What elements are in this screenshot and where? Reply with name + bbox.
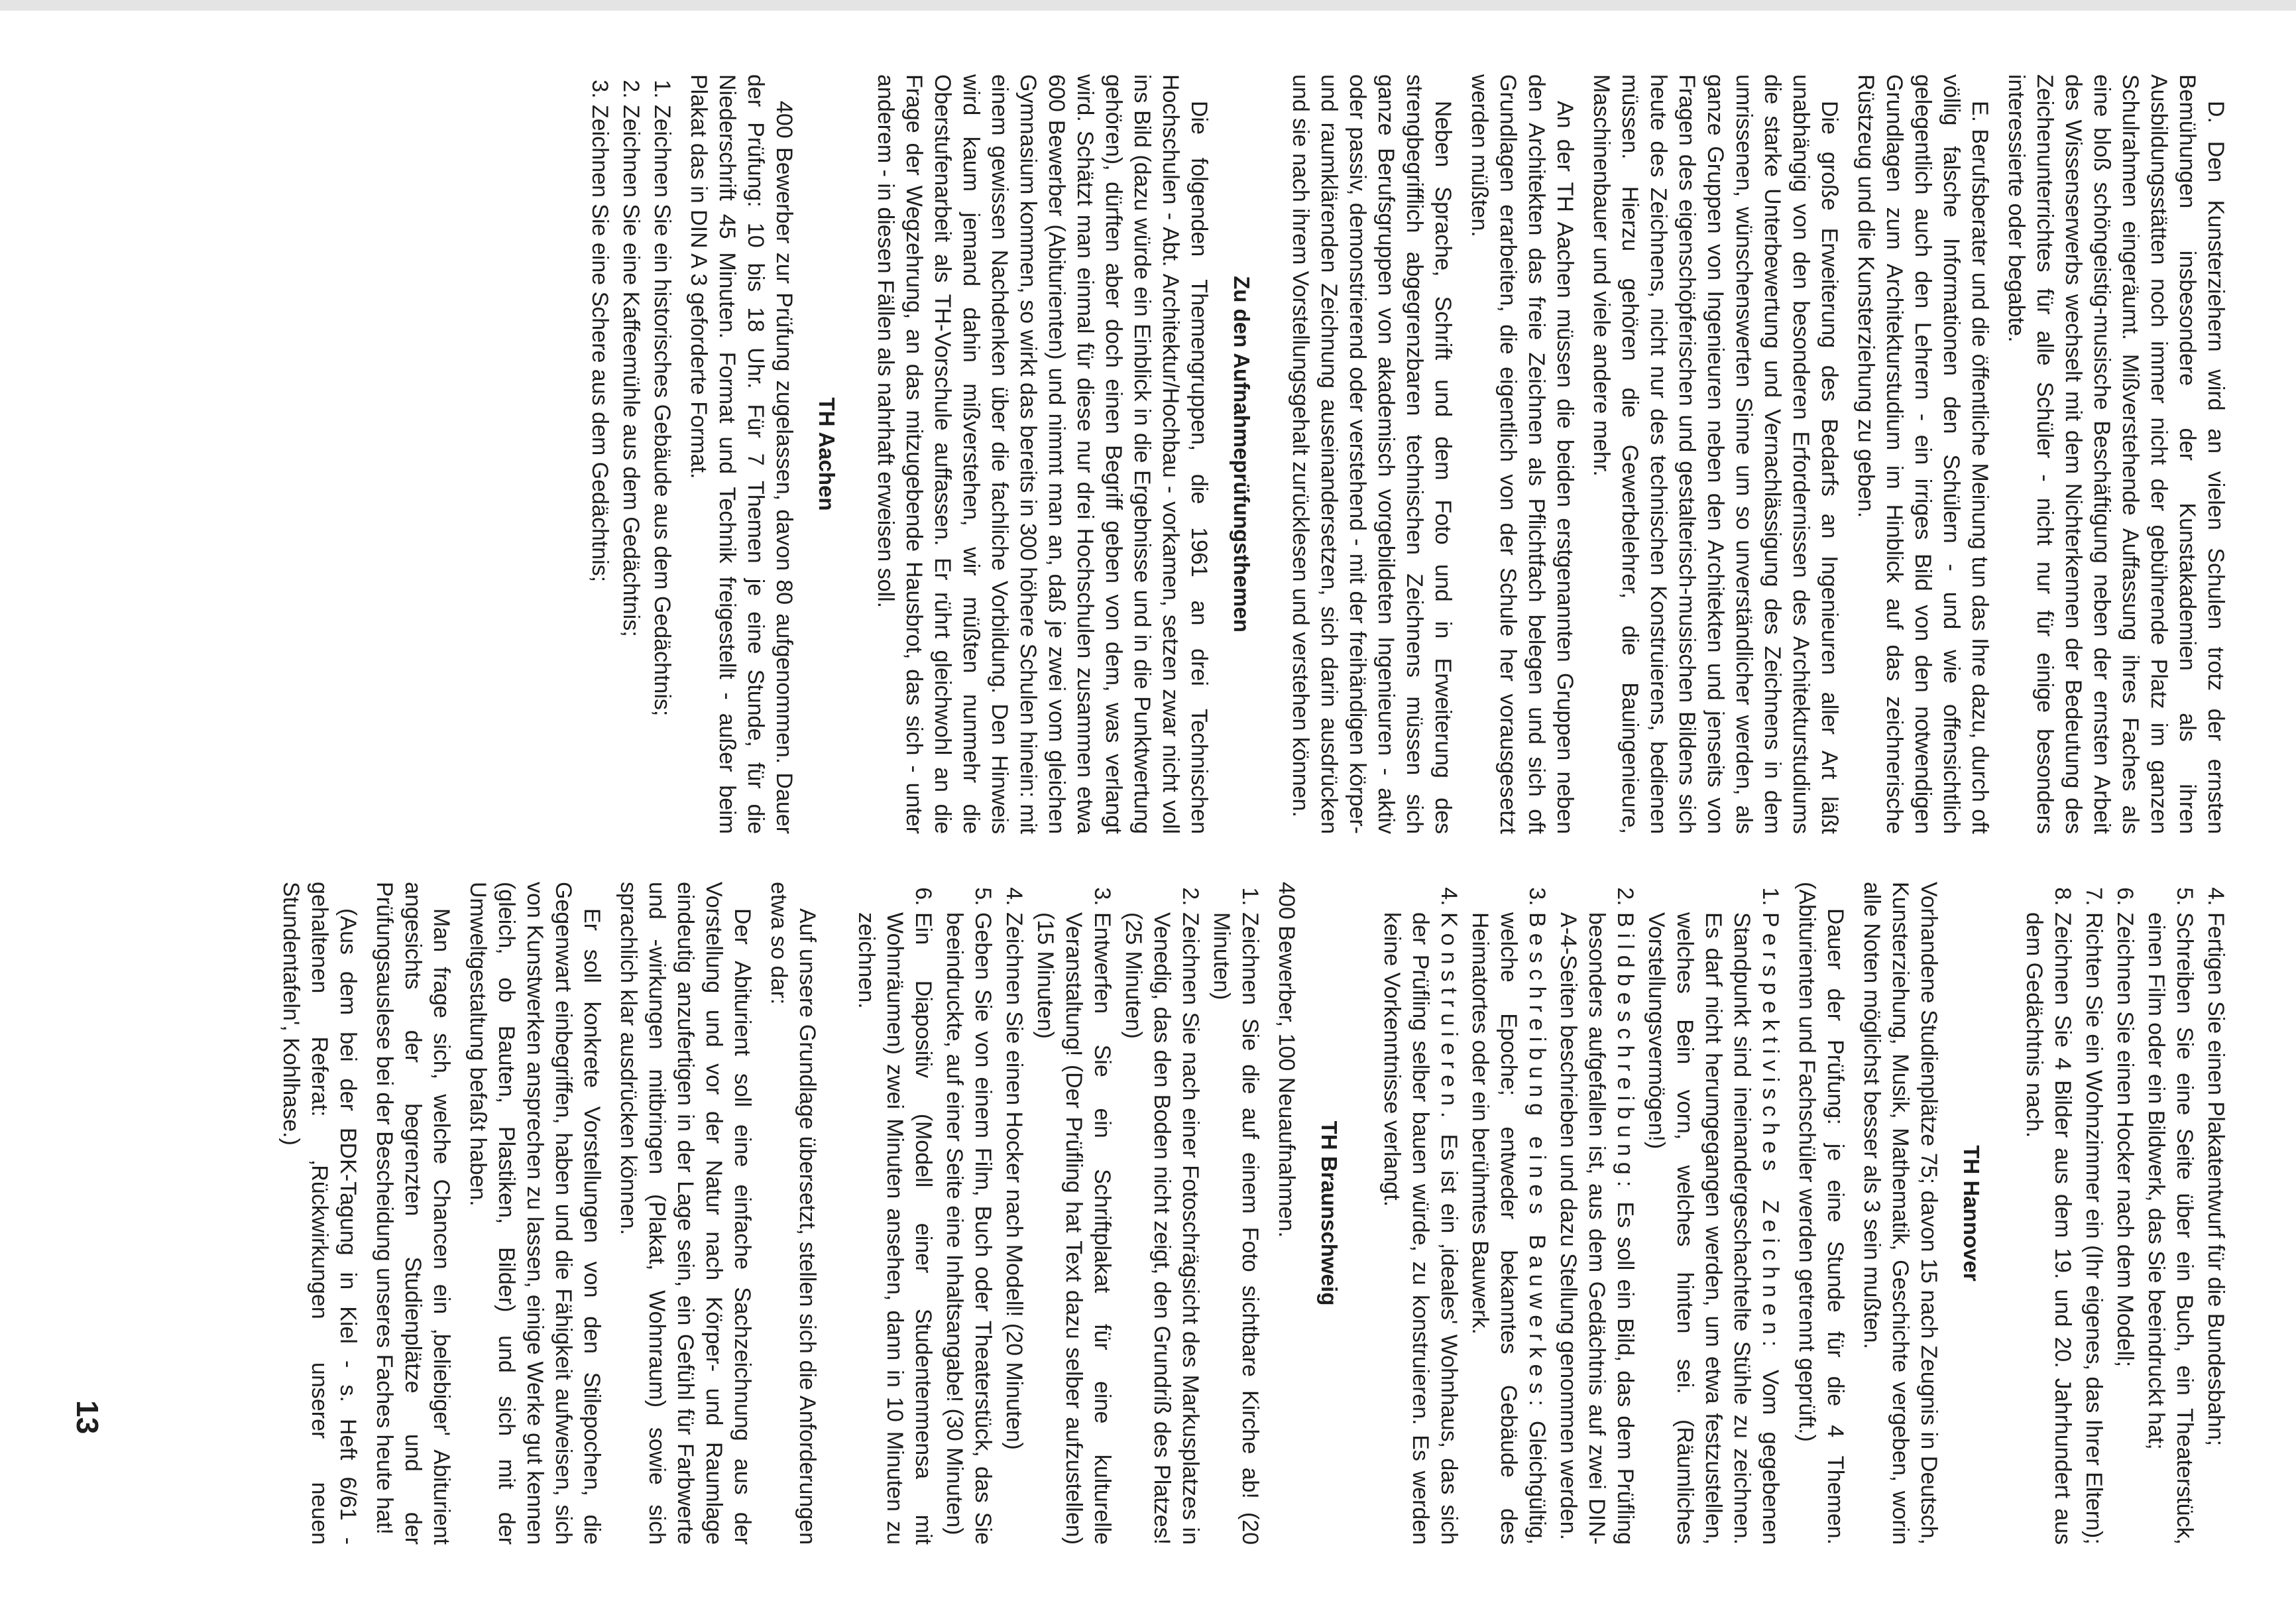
item-text: Es soll ein Bild, das dem Prüfling besonders aufgefallen ist, aus dem Gedächtnis auf zwei DIN-A-4-Seiten beschrieben und dazu Stellung genommen werden. [1556, 912, 1638, 1545]
heading-th-aachen: TH Aachen [815, 397, 839, 511]
paragraph-sprache-schrift: Neben Sprache, Schrift und dem Foto und in Erweiterung des strengbegrifflich abgegrenzbaren technischen Zeichnens müssen sich ganze Berufsgruppen von akademisch vorgebildeten Ingenieuren - aktiv oder passiv, demonstrierend oder verstehend - mit der freihändigen körper- und raumklärenden Zeichnung auseinandersetzen, sich darin ausdrücken und sie nach ihrem Vorstellungsgehalt zurücklesen und verstehen können. [1288, 74, 1456, 834]
item-head: Beschreibung eines Bauwerkes: [1524, 912, 1550, 1412]
list-item: 4. Zeichnen Sie einen Hocker nach Modell! (20 Minuten) [1000, 912, 1028, 1545]
paragraph-grundlage: Auf unsere Grundlage übersetzt, stellen sich die Anforderungen etwa so dar: [766, 882, 820, 1545]
left-column [126, 74, 2230, 834]
item-head: Konstruieren. [1436, 912, 1462, 1124]
paragraph-hannover-dauer: Dauer der Prüfung: je eine Stunde für die 4 Themen. (Abiturienten und Fachschüler werden getrennt geprüft.) [1794, 882, 1848, 1545]
paragraph-quelle: (Aus dem bei der BDK-Tagung in Kiel - s. Heft 6/61 - gehaltenen Referat: ‚Rückwirkungen unserer neuen Stundentafeln', Kohlhase.) [278, 882, 361, 1545]
heading-th-hannover: TH Hannover [1959, 1145, 1984, 1282]
item-head: Bildbeschreibung: [1613, 912, 1638, 1193]
list-item: 2. Zeichnen Sie eine Kaffeemühle aus dem Gedächtnis; [616, 105, 645, 834]
left-column-flow [126, 74, 2230, 834]
list-item: 3. Zeichnen Sie eine Schere aus dem Gedächtnis; [585, 105, 614, 834]
item-text: Es ist ein ‚ideales' Wohnhaus, das sich der Prüfling selber bauen würde, zu konstruieren. Es werden keine Vorkenntnisse verlangt. [1379, 912, 1462, 1545]
list-item [1642, 912, 1784, 1545]
list-item: 5. Schreiben Sie eine Seite über ein Buch, ein Theaterstück, einen Film oder ein Bildwerk, das Sie beeindruckt hat; [2142, 912, 2199, 1545]
paragraph-e: E. Berufsberater und die öffentliche Meinung tun das Ihre dazu, durch oft völlig falsche Informationen den Schülern - und wie offensichtlich gelegentlich auch den Lehrern - ein irriges Bild von den notwendigen Grundlagen zum Architekturstudium im Hinblick auf das zeichnerische Rüstzeug und die Kunsterziehung zu geben. [1853, 74, 1992, 834]
paragraph-braunschweig-intro: 400 Bewerber, 100 Neuaufnahmen. [1274, 882, 1299, 1238]
list-item: 2. Zeichnen Sie nach einer Fotoschrägsicht des Markusplatzes in Venedig, das den Boden nicht zeigt, den Grundriß des Platzes! (25 Minuten) [1119, 912, 1204, 1545]
item-head: Perspektivisches Zeichnen: [1758, 912, 1783, 1353]
section-heading: Zu den Aufnahmeprüfungsthemen [1230, 276, 1254, 632]
hannover-list [1375, 882, 1784, 1545]
list-item: 7. Richten Sie ein Wohnzimmer ein (Ihr eigenes, das Ihrer Eltern); [2079, 912, 2108, 1545]
list-item: 4. Fertigen Sie einen Plakatentwurf für die Bundesbahn; [2201, 912, 2230, 1545]
list-item: 6. Ein Diapositiv (Modell einer Studentenmensa mit Wohnräumen) zwei Minuten ansehen, dann in 10 Minuten zu zeichnen. [852, 912, 937, 1545]
list-item [1377, 912, 1463, 1545]
paragraph-hannover-intro: Vorhandene Studienplätze 75; davon 15 nach Zeugnis in Deutsch, Kunsterziehung, Musik, Mathematik, Geschichte vergeben, worin alle Noten möglichst besser als 3 sein mußten. [1859, 882, 1941, 1545]
item-text: Gleichgültig, welche Epoche; entweder bekanntes Gebäude des Heimatortes oder ein berühmtes Bauwerk. [1467, 912, 1550, 1545]
paragraph-aachen-intro: 400 Bewerber zur Prüfung zugelassen, davon 80 aufgenommen. Dauer der Prüfung: 10 bis 18 Uhr. Für 7 Themen je eine Stunde, für die Niederschrift 45 Minuten. Format und Technik freigestellt - außer beim Plakat das in DIN A 3 geforderte Format. [686, 74, 797, 834]
paragraph-themengruppen: Die folgenden Themengruppen, die 1961 an drei Technischen Hochschulen - Abt. Architektur/Hochbau - vorkamen, setzen zwar nicht voll ins Bild (dazu würde ein Einblick in die Ergebnisse und in die Punktwertung gehören), dürften aber doch einen Begriff geben von dem, was verlangt wird. Schätzt man einmal für diese nur drei Hochschulen zusammen etwa 600 Bewerber (Abiturienten) und nimmt man an, daß je zwei vom gleichen Gymnasium kommen, so wirkt das bereits in 300 höhere Schulen hinein: mit einem gewissen Nachdenken über die fachliche Vorbildung. Den Hinweis wird kaum jemand dahin mißverstehen, wir müßten nunmehr die Oberstufenarbeit als TH-Vorschule auffassen. Er rührt gleichwohl an die Frage der Wegzehrung, an das mitzugebende Hausbrot, das sich - unter anderem - in diesen Fällen als nahrhaft erweisen soll. [873, 74, 1212, 834]
list-item [1554, 912, 1639, 1545]
heading-th-braunschweig: TH Braunschweig [1317, 1120, 1342, 1306]
list-item: 1. Zeichnen Sie die auf einem Foto sichtbare Kirche ab! (20 Minuten) [1207, 912, 1264, 1545]
aachen-list-part2 [2017, 882, 2230, 1545]
page-edge-rule [0, 0, 2296, 11]
list-item: 3. Entwerfen Sie ein Schriftplakat für eine kulturelle Veranstaltung! (Der Prüfling hat Text dazu selber aufzustellen) (15 Minuten) [1031, 912, 1116, 1545]
braunschweig-list [849, 882, 1264, 1545]
paragraph-aachen-gruppen: An der TH Aachen müssen die beiden erstgenannten Gruppen neben den Architekten das freie Zeichnen als Pflichtfach belegen und sich oft Grundlagen erarbeiten, die eigentlich von der Schule her vorausgesetzt werden müßten. [1467, 74, 1578, 834]
list-item: 5. Geben Sie von einem Film, Buch oder Theaterstück, das Sie beeindruckte, auf einer Seite eine Inhaltsangabe! (30 Minuten) [940, 912, 997, 1545]
page-number: 13 [70, 1400, 105, 1435]
right-column [126, 882, 2230, 1545]
list-item: 1. Zeichnen Sie ein historisches Gebäude aus dem Gedächtnis; [648, 105, 676, 834]
paragraph-chancen: Man frage sich, welche Chancen ein ‚beliebiger' Abiturient angesichts der begrenzten Studienplätze und der Prüfungsauslese bei der Bescheidung unseres Faches heute hat! [372, 882, 454, 1545]
list-item: 8. Zeichnen Sie 4 Bilder aus dem 19. und 20. Jahrhundert aus dem Gedächtnis nach. [2020, 912, 2077, 1545]
paragraph-d: D. Den Kunsterziehern wird an vielen Schulen trotz der ernsten Bemühungen insbesondere der Kunstakademien als ihren Ausbildungsstätten noch immer nicht der gebührende Platz im ganzen Schulrahmen eingeräumt. Mißverstehende Auffassung ihres Faches als eine bloß schöngeistig-musische Beschäftigung neben der ernsten Arbeit des Wissenserwerbs wechselt mit dem Nichterkennen der Bedeutung des Zeichenunterrichtes für alle Schüler - nicht nur für einige besonders interessierte oder begabte. [2004, 74, 2228, 834]
list-item: 6. Zeichnen Sie einen Hocker nach dem Modell; [2110, 912, 2139, 1545]
paragraph-erweiterung: Die große Erweiterung des Bedarfs an Ingenieuren aller Art läßt unabhängig von den besonderen Erfordernissen des Architekturstudiums die starke Unterbewertung und Vernachlässigung des Zeichnens in dem umrissenen, wünschenswerten Sinne um so unverständlicher werden, als ganze Gruppen von Ingenieuren neben den Architekten und jenseits von Fragen des eigenschöpferischen und gestalterisch-musischen Bildens sich heute des Zeichnens, nicht nur des technischen Konstruierens, bedienen müssen. Hierzu gehören die Gewerbelehrer, die Bauingenieure, Maschinenbauer und viele andere mehr. [1589, 74, 1842, 834]
paragraph-stilepochen: Er soll konkrete Vorstellungen von den Stilepochen, die Gegenwart einbegriffen, haben und die Fähigkeit aufweisen, sich von Kunstwerken ansprechen zu lassen, einige Werke gut kennen (gleich, ob Bauten, Plastiken, Bilder) und sich mit der Umweltgestaltung befaßt haben. [465, 882, 604, 1545]
item-text: Vom gegebenen Standpunkt sind ineinandergeschachtelte Stühle zu zeichnen. Es darf nicht herumgegangen werden, um etwa festzustellen, welches Bein vorn, welches hinten sei. (Räumliches Vorstellungsvermögen!) [1644, 912, 1783, 1545]
paragraph-abiturient: Der Abiturient soll eine einfache Sachzeichnung aus der Vorstellung und vor der Natur nach Körper- und Raumlage eindeutig anzufertigen in der Lage sein, ein Gefühl für Farbwerte und -wirkungen mitbringen (Plakat, Wohnraum) sowie sich sprachlich klar ausdrücken können. [616, 882, 755, 1545]
list-item [1465, 912, 1551, 1545]
aachen-list-part1 [585, 74, 676, 834]
right-column-flow [126, 882, 2230, 1545]
